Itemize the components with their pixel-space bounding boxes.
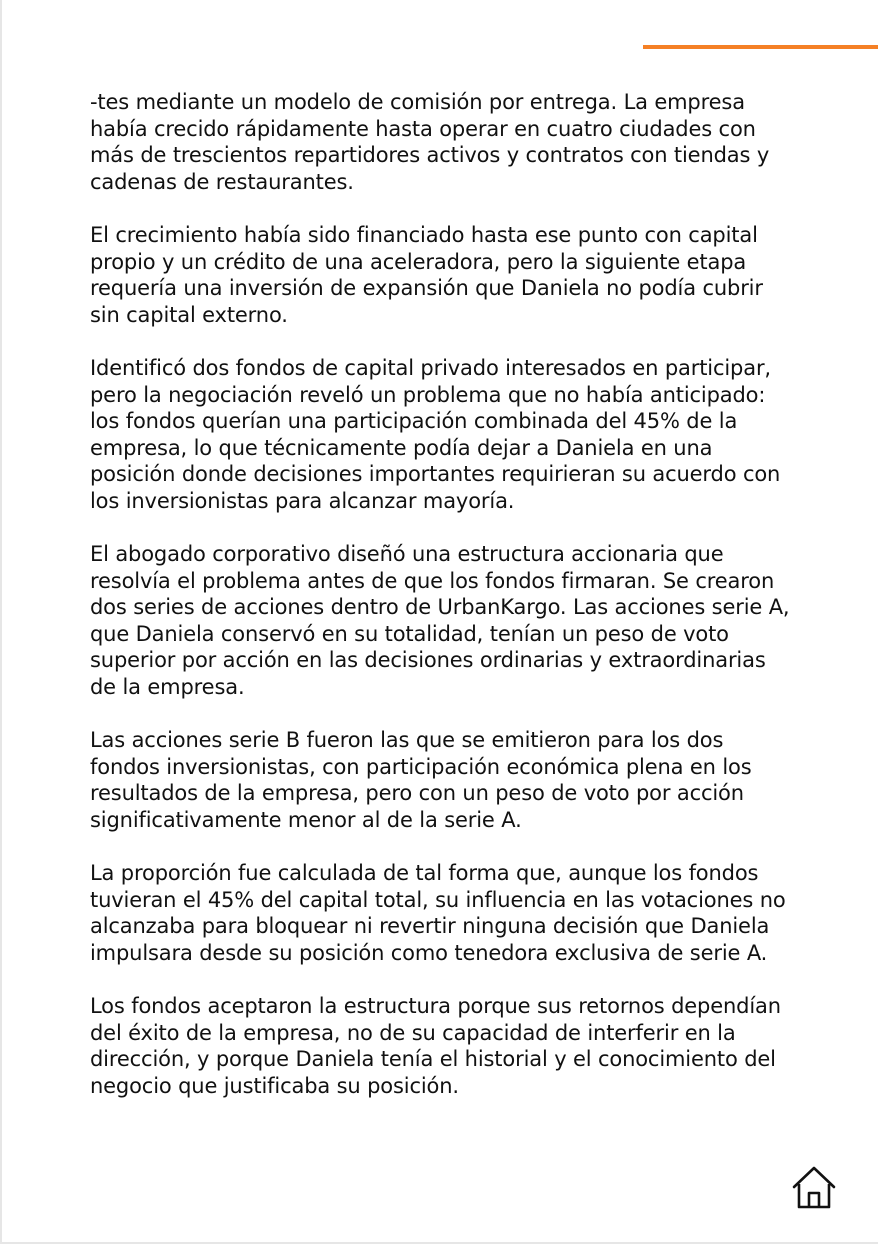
paragraph-4: El abogado corporativo diseñó una estructura accionaria que resolvía el problema antes de que los fondos firmaran. Se crearon dos series de acciones dentro de UrbanKargo. Las acciones serie A, que Daniela conservó en su totalidad, tenían un peso de voto superior por acción en las decisiones ordinarias y extraordinarias de la empresa. [90,542,790,700]
paragraph-7: Los fondos aceptaron la estructura porque sus retornos dependían del éxito de la empresa, no de su capacidad de interferir en la dirección, y porque Daniela tenía el historial y el conocimiento del negocio que justificaba su posición. [90,994,781,1098]
header-accent-line [643,45,878,49]
paragraph-6: La proporción fue calculada de tal forma que, aunque los fondos tuvieran el 45% del capital total, su influencia en las votaciones no alcanzaba para bloquear ni revertir ninguna decisión que Daniela impulsara desde su posición como tenedora exclusiva de serie A. [90,861,786,965]
paragraph-5: Las acciones serie B fueron las que se emitieron para los dos fondos inversionistas, con participación económica plena en los resultados de la empresa, pero con un peso de voto por acción significativamente menor al de la serie A. [90,728,752,833]
document-body [90,89,790,1126]
page-edge-left [0,0,2,1244]
home-icon [790,1163,838,1211]
paragraph-3: Identificó dos fondos de capital privado interesados en participar, pero la negociación reveló un problema que no había anticipado: los fondos querían una participación combinada del 45% de la empresa, lo que técnicamente podía dejar a Daniela en una posición donde decisiones importantes requirieran su acuerdo con los inversionistas para alcanzar mayoría. [90,355,781,513]
paragraph-2: El crecimiento había sido financiado hasta ese punto con capital propio y un crédito de una aceleradora, pero la siguiente etapa requería una inversión de expansión que Daniela no podía cubrir sin capital externo. [90,222,763,327]
paragraph-1: -tes mediante un modelo de comisión por entrega. La empresa había crecido rápidamente hasta operar en cuatro ciudades con más de trescientos repartidores activos y contratos con tiendas y cadenas de restaurantes. [90,90,770,194]
home-button[interactable] [790,1163,838,1211]
